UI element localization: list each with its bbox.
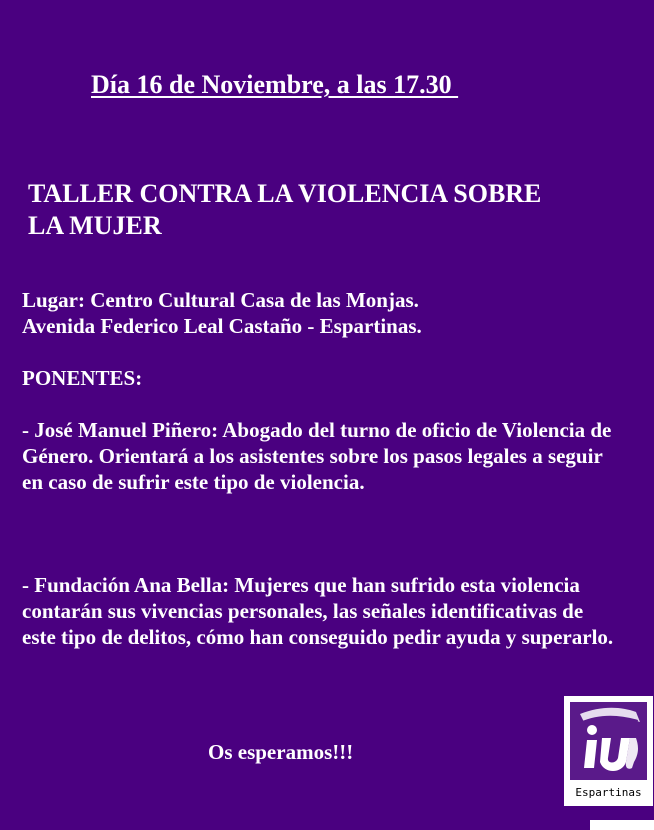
closing-message: Os esperamos!!! (208, 740, 354, 764)
event-title (28, 178, 541, 242)
location-line-2: Avenida Federico Leal Castaño - Espartinas. (22, 314, 422, 338)
speakers-heading: PONENTES: (22, 366, 143, 390)
event-location (22, 287, 422, 339)
iu-logo-icon (570, 702, 647, 780)
event-date: Día 16 de Noviembre, a las 17.30 (91, 70, 459, 99)
speaker-2-description: - Fundación Ana Bella: Mujeres que han sufrido esta violencia contarán sus vivencias personales, las señales identificativas de este tipo de delitos, cómo han conseguido pedir ayuda y superarlo. (22, 573, 614, 649)
iu-logo-graphic (570, 702, 647, 780)
logo-label: Espartinas (575, 786, 642, 799)
iu-logo (564, 696, 653, 806)
footer-strip (590, 820, 654, 830)
event-title-line-1: TALLER CONTRA LA VIOLENCIA SOBRE (28, 179, 542, 208)
event-title-line-2: LA MUJER (28, 211, 162, 240)
speaker-1-description: - José Manuel Piñero: Abogado del turno de oficio de Violencia de Género. Orientará a los asistentes sobre los pasos legales a seguir en caso de sufrir este tipo de violencia. (22, 418, 612, 494)
location-line-1: Lugar: Centro Cultural Casa de las Monjas. (22, 288, 419, 312)
